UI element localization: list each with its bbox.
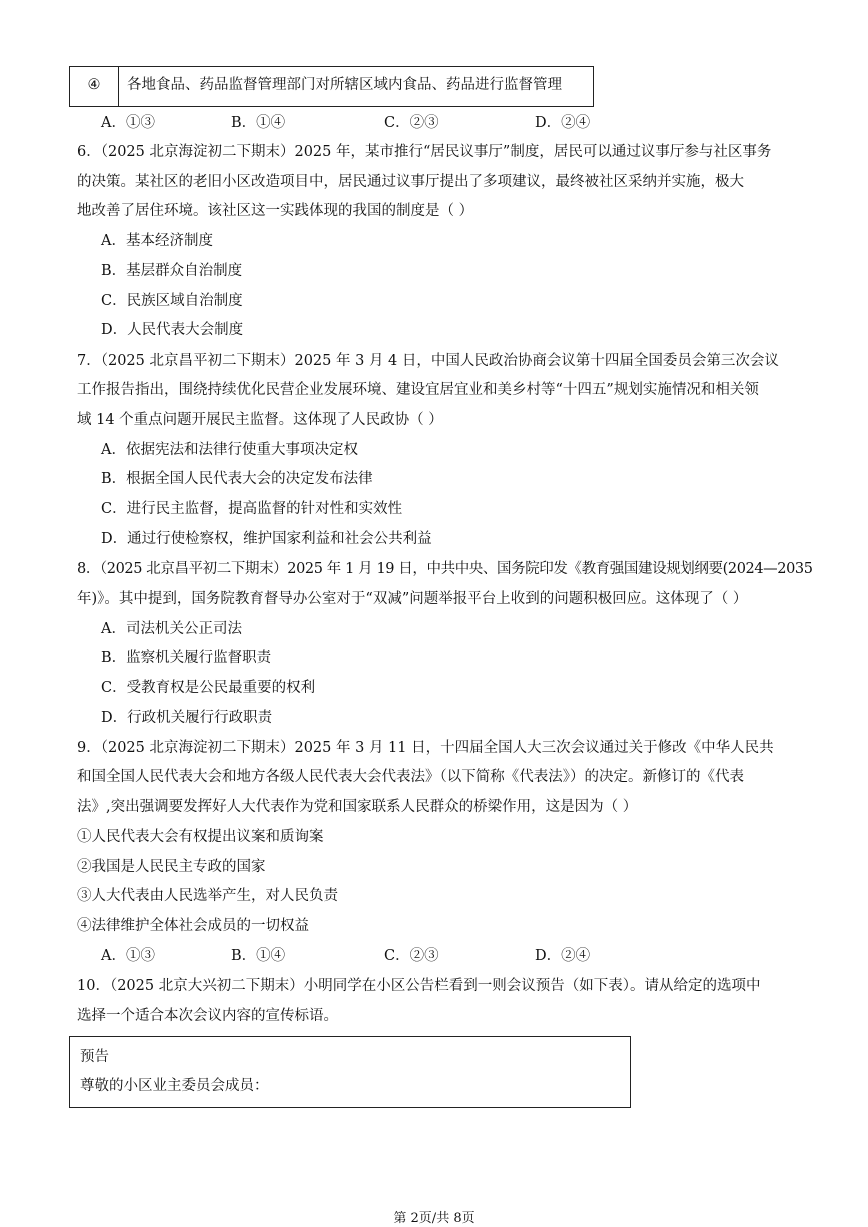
q9-statement-3: ③人大代表由人民选举产生，对人民负责 — [77, 888, 338, 904]
q9-statement-1: ①人民代表大会有权提出议案和质询案 — [77, 829, 324, 845]
meeting-notice-box — [69, 1036, 631, 1108]
page-number: 第 2页/共 8页 — [393, 1211, 475, 1226]
q9-stem-line-1: 9．（2025 北京海淀初二下期末）2025 年 3 月 11 日，十四届全国人大三次会议通过关于修改《中华人民共 — [77, 740, 774, 756]
notice-greeting: 尊敬的小区业主委员会成员： — [80, 1078, 269, 1094]
q6-stem-line-1: 6．（2025 北京海淀初二下期末）2025 年，某市推行“居民议事厅”制度，居民可以通过议事厅参与社区事务 — [77, 144, 772, 160]
q9-option-b[interactable]: B．①④ — [231, 948, 286, 964]
q5-option-a[interactable]: A．①③ — [101, 115, 155, 131]
q7-stem-line-1: 7．（2025 北京昌平初二下期末）2025 年 3 月 4 日，中国人民政治协商会议第十四届全国委员会第三次会议 — [77, 353, 779, 369]
q8-option-c[interactable]: C．受教育权是公民最重要的权利 — [101, 680, 316, 696]
q8-option-a[interactable]: A．司法机关公正司法 — [101, 621, 242, 637]
q5-option-d[interactable]: D．②④ — [535, 115, 591, 131]
q6-stem-line-2: 的决策。某社区的老旧小区改造项目中，居民通过议事厅提出了多项建议，最终被社区采纳并实施，极大 — [77, 174, 744, 190]
q6-option-a[interactable]: A．基本经济制度 — [101, 233, 213, 249]
table-cell-content: 各地食品、药品监督管理部门对所辖区域内食品、药品进行监督管理 — [127, 77, 562, 93]
q6-stem-line-3: 地改善了居住环境。该社区这一实践体现的我国的制度是（ ） — [77, 203, 474, 219]
q5-option-b[interactable]: B．①④ — [231, 115, 286, 131]
q7-stem-line-2: 工作报告指出，围绕持续优化民营企业发展环境、建设宜居宜业和美乡村等“十四五”规划实施情况和相关领 — [77, 382, 759, 398]
q6-option-b[interactable]: B．基层群众自治制度 — [101, 263, 243, 279]
q8-stem-line-2: 年)》。其中提到，国务院教育督导办公室对于“双减”问题举报平台上收到的问题积极回应。这体现了（ ） — [77, 591, 748, 607]
table-cell-number: ④ — [70, 67, 119, 106]
q9-statement-2: ②我国是人民民主专政的国家 — [77, 859, 266, 875]
q7-option-a[interactable]: A．依据宪法和法律行使重大事项决定权 — [101, 442, 358, 458]
q7-option-d[interactable]: D．通过行使检察权，维护国家利益和社会公共利益 — [101, 531, 432, 547]
q9-option-c[interactable]: C．②③ — [384, 948, 439, 964]
q8-option-d[interactable]: D．行政机关履行行政职责 — [101, 710, 273, 726]
q10-stem-line-2: 选择一个适合本次会议内容的宣传标语。 — [77, 1008, 338, 1024]
q10-stem-line-1: 10．（2025 北京大兴初二下期末）小明同学在小区公告栏看到一则会议预告（如下表）。请从给定的选项中 — [77, 978, 761, 994]
q9-statement-4: ④法律维护全体社会成员的一切权益 — [77, 918, 309, 934]
q7-stem-line-3: 域 14 个重点问题开展民主监督。这体现了人民政协（ ） — [77, 412, 443, 428]
q9-stem-line-3: 法》,突出强调要发挥好人大代表作为党和国家联系人民群众的桥梁作用，这是因为（ ） — [77, 799, 638, 815]
q9-option-d[interactable]: D．②④ — [535, 948, 591, 964]
q5-option-c[interactable]: C．②③ — [384, 115, 439, 131]
q9-stem-line-2: 和国全国人民代表大会和地方各级人民代表大会代表法》（以下简称《代表法》）的决定。新修订的《代表 — [77, 769, 744, 785]
q6-option-c[interactable]: C．民族区域自治制度 — [101, 293, 243, 309]
notice-title: 预告 — [80, 1049, 109, 1065]
q7-option-c[interactable]: C．进行民主监督，提高监督的针对性和实效性 — [101, 501, 403, 517]
q8-option-b[interactable]: B．监察机关履行监督职责 — [101, 650, 272, 666]
option-table-row — [69, 66, 594, 107]
q8-stem-line-1: 8．（2025 北京昌平初二下期末）2025 年 1 月 19 日，中共中央、国务院印发《教育强国建设规划纲要(2024—2035 — [77, 561, 813, 577]
q9-option-a[interactable]: A．①③ — [101, 948, 155, 964]
q6-option-d[interactable]: D．人民代表大会制度 — [101, 322, 244, 338]
q7-option-b[interactable]: B．根据全国人民代表大会的决定发布法律 — [101, 471, 373, 487]
